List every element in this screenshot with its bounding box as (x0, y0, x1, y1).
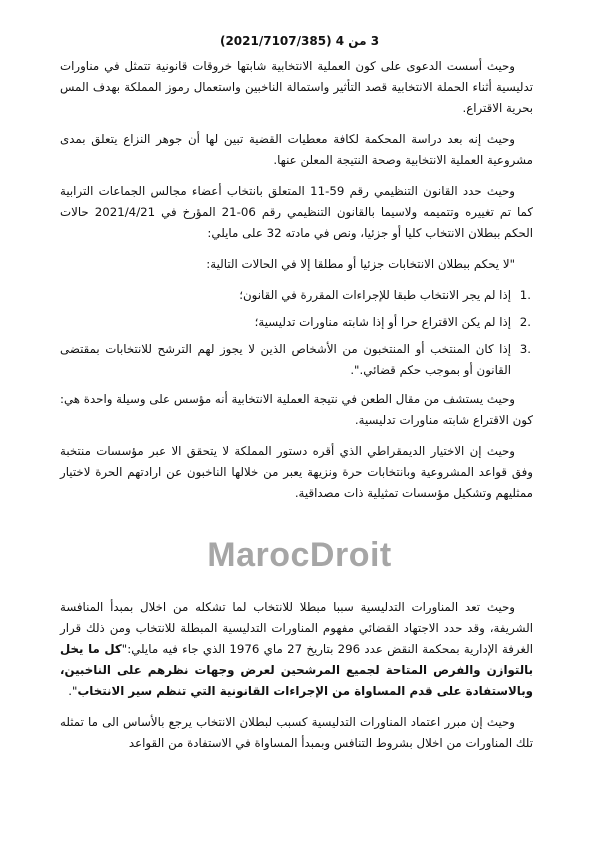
paragraph-justification: وحيث إن مبرر اعتماد المناورات التدليسية كسبب لبطلان الانتخاب يرجع بالأساس الى ما تمثله تلك المناورات من اخلال بشروط التنافس وبمبدأ المساواة في الاستفادة من القواعد (60, 715, 533, 750)
quote-intro-text: وحيث تعد المناورات التدليسية سببا مبطلا للانتخاب لما تشكله من اخلال بمبدأ المنافسة الشريفة، وقد حدد الاجتهاد القضائي مفهوم المناورات التدليسية المبطلة للانتخاب ومن ذلك قرار الغرفة الإدارية بمحكمة النقض عدد 296 بتاريخ 27 ماي 1976 الذي جاء فيه مايلي:" (60, 600, 533, 656)
list-item (60, 312, 531, 333)
document-body-continued (60, 597, 533, 764)
list-text: إذا كان المنتخب أو المنتخبون من الأشخاص الذين لا يجوز لهم الترشح للانتخابات بمقتضى القانون أو بموجب حكم قضائي.". (60, 342, 511, 377)
annulment-conditions-list (60, 285, 533, 381)
paragraph-quote-intro: "لا يحكم ببطلان الانتخابات جزئيا أو مطلقا إلا في الحالات التالية: (206, 257, 515, 271)
paragraph-claim: وحيث أسست الدعوى على كون العملية الانتخابية شابتها خروقات قانونية تتمثل في مناورات تدليسية أثناء الحملة الانتخابية قصد التأثير واستمالة الناخبين واستعمال رموز المملكة بهدف المس بحرية الاقتراع. (60, 59, 533, 115)
paragraph-fraud-definition (60, 597, 533, 702)
list-number: .2 (519, 315, 531, 329)
quote-bold-text: كل ما يخل بالتوازن والفرص المتاحة لجميع المرشحين لعرض وجهات نظرهم على الناخبين، وبالاستفادة على قدم المساواة من الإجراءات القانونية التي تنظم سير الانتخاب (60, 642, 533, 698)
list-number: .3 (519, 342, 531, 356)
page-header: 3 من 4 (2021/7107/385) (219, 34, 380, 48)
paragraph-democratic-choice: وحيث إن الاختيار الديمقراطي الذي أقره دستور المملكة لا يتحقق الا عبر مؤسسات منتخبة وفق قواعد المشروعية وبانتخابات حرة ونزيهة يعبر من خلالها الناخبون عن ارادتهم الحرة لاختيار ممثليهم وتشكيل مؤسسات تمثيلية ذات مصداقية. (60, 444, 533, 500)
paragraph-appeal-basis: وحيث يستشف من مقال الطعن في نتيجة العملية الانتخابية أنه مؤسس على وسيلة واحدة هي: كون الاقتراع شابته مناورات تدليسية. (60, 392, 533, 427)
list-item (60, 339, 531, 381)
list-number: .1 (519, 288, 531, 302)
document-body (60, 56, 533, 514)
watermark-logo: MarocDroit (207, 536, 392, 574)
paragraph-organic-law: وحيث حدد القانون التنظيمي رقم 59-11 المتعلق بانتخاب أعضاء مجالس الجماعات الترابية كما تم تغييره وتتميمه ولاسيما بالقانون التنظيمي رقم 06-21 المؤرخ في 2021/4/21 حالات الحكم ببطلان الانتخاب كليا أو جزئيا، ونص في مادته 32 على مايلي: (60, 184, 533, 240)
list-text: إذا لم يكن الاقتراع حرا أو إذا شابته مناورات تدليسية؛ (254, 315, 511, 329)
quote-outro-text: ". (68, 684, 78, 698)
list-text: إذا لم يجر الانتخاب طبقا للإجراءات المقررة في القانون؛ (239, 288, 511, 302)
list-item (60, 285, 531, 306)
paragraph-court-study: وحيث إنه بعد دراسة المحكمة لكافة معطيات القضية تبين لها أن جوهر النزاع يتعلق بمدى مشروعية العملية الانتخابية وصحة النتيجة المعلن عنها. (60, 132, 533, 167)
